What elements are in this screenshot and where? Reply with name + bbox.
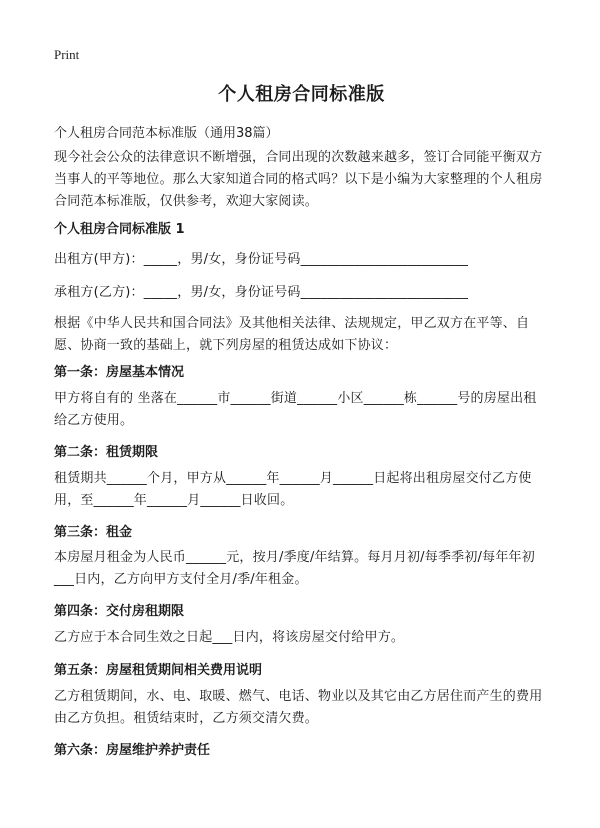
intro-paragraph: 现今社会公众的法律意识不断增强，合同出现的次数越来越多，签订合同能平衡双方当事人的平等地位。那么大家知道合同的格式吗？以下是小编为大家整理的个人租房合同范本标准版，仅供参考，欢迎大家阅读。 (54, 150, 543, 209)
version-heading: 个人租房合同标准版 1 (54, 222, 185, 237)
document-title: 个人租房合同标准版 (218, 84, 385, 105)
document-subtitle: 个人租房合同范本标准版（通用38篇） (54, 126, 279, 141)
section-6-heading: 第六条：房屋维护养护责任 (54, 743, 211, 758)
section-5-heading: 第五条：房屋租赁期间相关费用说明 (54, 663, 263, 678)
print-link[interactable]: Print (54, 47, 80, 62)
section-5-text: 乙方租赁期间，水、电、取暖、燃气、电话、物业以及其它由乙方居住而产生的费用由乙方负担。租赁结束时，乙方须交清欠费。 (54, 689, 543, 726)
section-4-text: 乙方应于本合同生效之日起___日内，将该房屋交付给甲方。 (54, 630, 405, 645)
section-2-text: 租赁期共______个月，甲方从______年______月______日起将出租房屋交付乙方使用，至______年______月______日收回。 (54, 471, 532, 508)
section-3-text: 本房屋月租金为人民币______元，按月/季度/年结算。每月月初/每季季初/每年年初___日内，乙方向甲方支付全月/季/年租金。 (54, 550, 535, 587)
section-1-text: 甲方将自有的 坐落在______市______街道______小区______栋______号的房屋出租给乙方使用。 (54, 391, 537, 428)
lessee-line: 承租方(乙方)：_____，男/女，身份证号码_________________________ (54, 285, 469, 300)
section-2-heading: 第二条：租赁期限 (54, 445, 159, 460)
lessor-line: 出租方(甲方)：_____，男/女，身份证号码_________________________ (54, 252, 469, 267)
preamble-paragraph: 根据《中华人民共和国合同法》及其他相关法律、法规规定，甲乙双方在平等、自愿、协商一致的基础上，就下列房屋的租赁达成如下协议： (54, 316, 530, 353)
section-4-heading: 第四条：交付房租期限 (54, 604, 185, 619)
section-3-heading: 第三条：租金 (54, 525, 133, 540)
section-1-heading: 第一条：房屋基本情况 (54, 365, 185, 380)
